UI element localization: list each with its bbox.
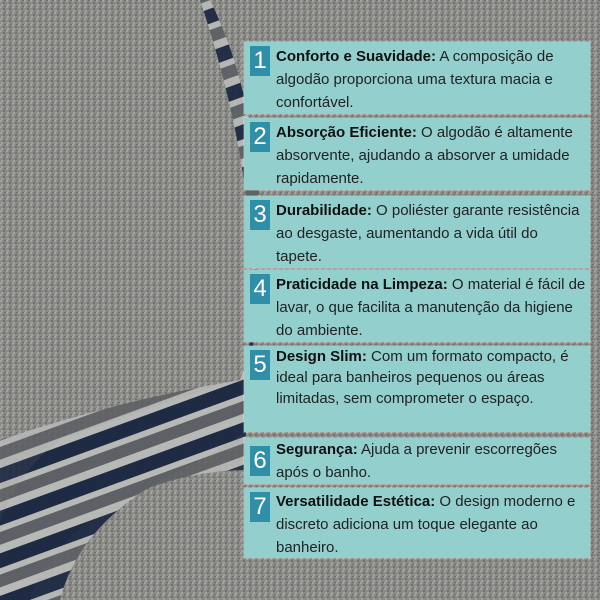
feature-text: O material é fácil de lavar, o que facilita a manutenção da higiene do ambiente. [276, 276, 586, 339]
feature-number-box: 2 [250, 122, 270, 152]
feature-title: Praticidade na Limpeza: [276, 276, 448, 293]
feature-number-box: 1 [250, 46, 270, 76]
feature-item-1 [244, 42, 590, 114]
feature-text: A composição de algodão proporciona uma textura macia e confortável. [276, 48, 554, 111]
feature-number-box: 3 [250, 200, 270, 230]
feature-title: Versatilidade Estética: [276, 493, 436, 510]
feature-text: Com um formato compacto, é ideal para banheiros pequenos ou áreas limitadas, sem comprometer o espaço. [276, 348, 569, 407]
feature-title: Durabilidade: [276, 202, 372, 219]
feature-item-2 [244, 118, 590, 190]
feature-text: O poliéster garante resistência ao desgaste, aumentando a vida útil do tapete. [276, 202, 580, 265]
feature-text: O algodão é altamente absorvente, ajudando a absorver a umidade rapidamente. [276, 124, 573, 187]
feature-text: Ajuda a prevenir escorregões após o banho. [276, 441, 557, 481]
feature-item-5 [244, 346, 590, 432]
feature-item-7 [244, 488, 590, 558]
feature-text: O design moderno e discreto adiciona um toque elegante ao banheiro. [276, 493, 576, 556]
feature-number-box: 5 [250, 350, 270, 380]
feature-item-4 [244, 270, 590, 342]
feature-item-6 [244, 438, 590, 484]
feature-title: Conforto e Suavidade: [276, 48, 437, 65]
feature-item-3 [244, 196, 590, 268]
feature-title: Absorção Eficiente: [276, 124, 417, 141]
feature-number-box: 4 [250, 274, 270, 304]
feature-number-box: 7 [250, 492, 270, 522]
feature-title: Design Slim: [276, 348, 367, 365]
feature-number-box: 6 [250, 446, 270, 476]
feature-title: Segurança: [276, 441, 358, 458]
